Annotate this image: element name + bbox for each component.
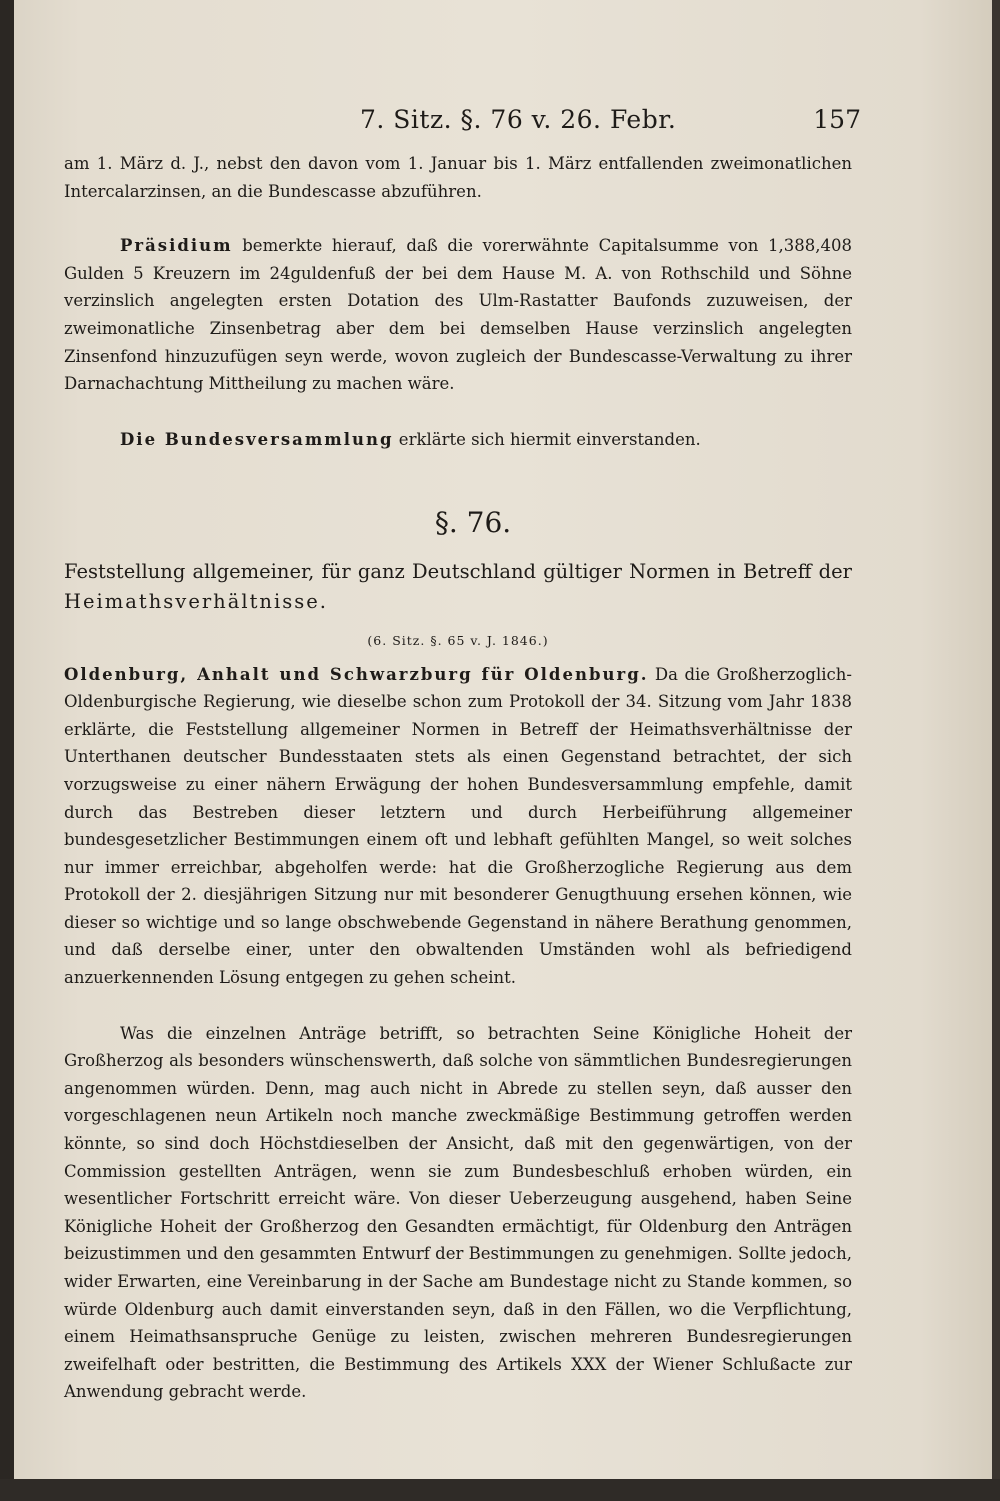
page-edge-right (992, 0, 1000, 1501)
speaker-bundesversammlung: Die Bundesversammlung (120, 429, 394, 449)
page-edge-left (0, 0, 14, 1501)
section-heading-part1: Feststellung allgemeiner, für ganz Deutschland gültiger Normen in Betreff der (64, 559, 852, 583)
page-body (64, 150, 852, 1406)
paragraph-bundesversammlung (64, 426, 852, 454)
page-number: 157 (813, 105, 861, 134)
bundesversammlung-text: erklärte sich hiermit einverstanden. (393, 429, 701, 449)
speaker-oldenburg: Oldenburg, Anhalt und Schwarzburg für Oldenburg. (64, 664, 649, 684)
paragraph-oldenburg (64, 661, 852, 992)
paragraph-praesidium (64, 232, 852, 398)
praesidium-text: bemerkte hierauf, daß die vorerwähnte Capitalsumme von 1,388,408 Gulden 5 Kreuzern im 24guldenfuß der bei dem Hause M. A. von Rothschild und Söhne verzinslich angelegten ersten Dotation des Ulm-Rastatter Baufonds zuzuweisen, der zweimonatliche Zinsenbetrag aber dem bei demselben Hause verzinslich angelegten Zinsenfond hinzuzufügen seyn werde, wovon zugleich der Bundescasse-Verwaltung zu ihrer Darnachachtung Mittheilung zu machen wäre. (64, 236, 852, 394)
paragraph-continuation: am 1. März d. J., nebst den davon vom 1. Januar bis 1. März entfallenden zweimonatlichen Intercalarzinsen, an die Bundescasse abzuführen. (64, 154, 852, 201)
section-heading-part2: Heimathsverhältnisse. (64, 589, 328, 613)
section-number: §. 76. (434, 506, 512, 540)
running-title: 7. Sitz. §. 76 v. 26. Febr. (360, 105, 677, 134)
speaker-praesidium: Präsidium (120, 236, 233, 256)
page-edge-bottom (0, 1479, 1000, 1501)
section-heading (64, 557, 852, 617)
section-reference: (6. Sitz. §. 65 v. J. 1846.) (367, 632, 549, 648)
oldenburg-text: Da die Großherzoglich-Oldenburgische Regierung, wie dieselbe schon zum Protokoll der 34. Sitzung vom Jahr 1838 erklärte, die Feststellung allgemeiner Normen in Betreff der Heimathsverhältnisse der Unterthanen deutscher Bundesstaaten stets als einen Gegenstand betrachtet, der sich vorzugsweise zu einer nähern Erwägung der hohen Bundesversammlung empfehle, damit durch das Bestreben dieser letztern und durch Herbeiführung allgemeiner bundesgesetzlicher Bestimmungen einem oft und lebhaft gefühlten Mangel, so weit solches nur immer erreichbar, abgeholfen werde: hat die Großherzogliche Regierung aus dem Protokoll der 2. diesjährigen Sitzung nur mit besonderer Genugthuung ersehen können, wie dieser so wichtige und so lange obschwebende Gegenstand in nähere Berathung genommen, und daß derselbe einer, unter den obwaltenden Umständen wohl als befriedigend anzuerkennenden Lösung entgegen zu gehen scheint. (64, 664, 852, 988)
paragraph-antraege: Was die einzelnen Anträge betrifft, so betrachten Seine Königliche Hoheit der Großherzog als besonders wünschenswerth, daß solche von sämmtlichen Bundesregierungen angenommen würden. Denn, mag auch nicht in Abrede zu stellen seyn, daß ausser den vorgeschlagenen neun Artikeln noch manche zweckmäßige Bestimmung getroffen werden könnte, so sind doch Höchstdieselben der Ansicht, daß mit den gegenwärtigen, von der Commission gestellten Anträgen, wenn sie zum Bundesbeschluß erhoben würden, ein wesentlicher Fortschritt erreicht wäre. Von dieser Ueberzeugung ausgehend, haben Seine Königliche Hoheit der Großherzog den Gesandten ermächtigt, für Oldenburg den Anträgen beizustimmen und den gesammten Entwurf der Bestimmungen zu genehmigen. Sollte jedoch, wider Erwarten, eine Vereinbarung in der Sache am Bundestage nicht zu Stande kommen, so würde Oldenburg auch damit einverstanden seyn, daß in den Fällen, wo die Verpflichtung, einem Heimathsanspruche Genüge zu leisten, zwischen mehreren Bundesregierungen zweifelhaft oder bestritten, die Bestimmung des Artikels XXX der Wiener Schlußacte zur Anwendung gebracht werde. (64, 1023, 852, 1402)
page-header (80, 105, 861, 141)
